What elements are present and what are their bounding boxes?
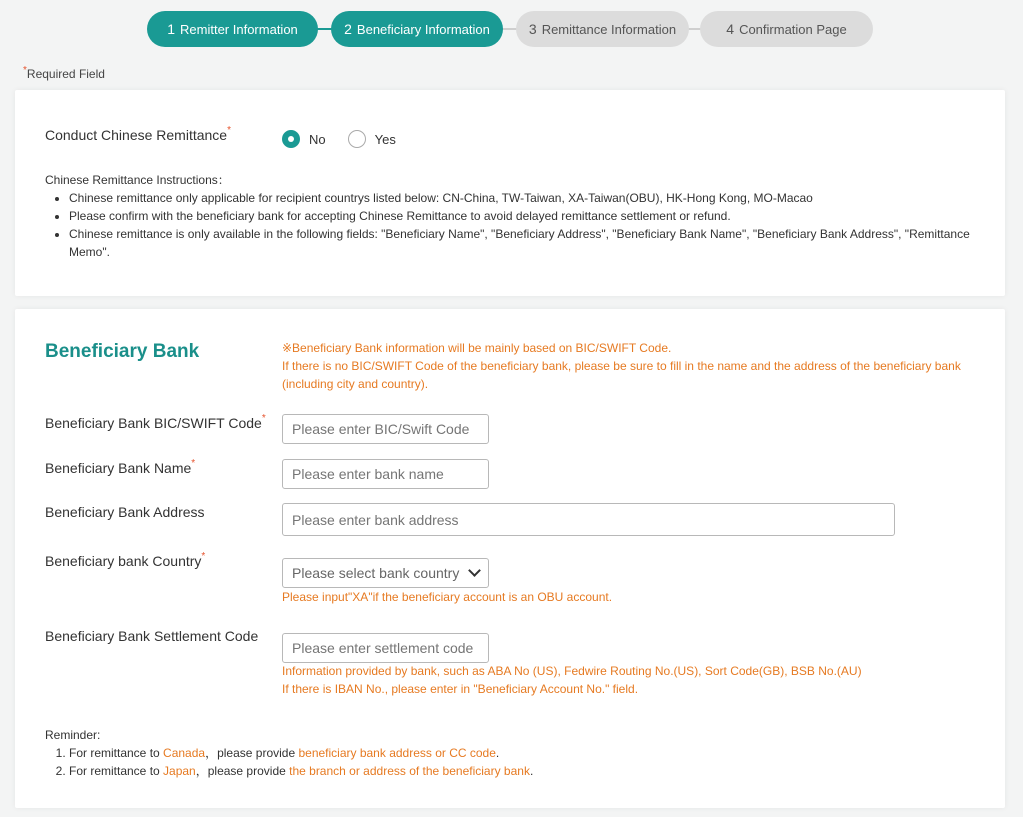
chinese-remittance-label-text: Conduct Chinese Remittance: [45, 127, 228, 143]
bank-country-select[interactable]: [282, 558, 489, 588]
chinese-remittance-label: [45, 127, 231, 143]
chinese-remittance-instructions: [45, 171, 985, 261]
radio-yes[interactable]: [348, 130, 366, 148]
settlement-code-input[interactable]: [282, 633, 489, 663]
beneficiary-bank-card: [15, 309, 1005, 808]
chinese-remittance-card: [15, 90, 1005, 296]
bank-country-hint: Please input"XA"if the beneficiary account is an OBU account.: [282, 590, 613, 604]
step-confirmation-page[interactable]: [700, 11, 873, 47]
step-beneficiary-information[interactable]: [331, 11, 503, 47]
step-label: Confirmation Page: [739, 21, 847, 37]
step-remitter-information[interactable]: [147, 11, 318, 47]
swift-code-label-text: Beneficiary Bank BIC/SWIFT Code: [45, 415, 262, 431]
step-number: 2: [344, 21, 352, 37]
reminder-item: [69, 744, 533, 762]
required-field-text: Required Field: [26, 67, 105, 81]
reminder-country: Canada: [163, 746, 206, 760]
reminder-country: Japan: [163, 764, 196, 778]
bank-name-label-text: Beneficiary Bank Name: [45, 460, 192, 476]
required-star: *: [227, 125, 232, 136]
radio-no-label[interactable]: No: [309, 131, 326, 147]
reminder-text: For remittance to: [69, 746, 164, 760]
instruction-item: • Please confirm with the beneficiary bank for accepting Chinese Remittance to avoid delayed remittance settlement or refund.: [69, 207, 985, 225]
radio-no[interactable]: [282, 130, 300, 148]
required-star: *: [23, 65, 27, 76]
required-field-note: [23, 67, 105, 81]
section-title: Beneficiary Bank: [45, 341, 200, 362]
step-label: Remitter Information: [180, 21, 298, 37]
bank-country-label-text: Beneficiary bank Country: [45, 553, 202, 569]
reminder-text: For remittance to: [69, 764, 164, 778]
bank-note-line2: If there is no BIC/SWIFT Code of the beneficiary bank, please be sure to fill in the name and the address of the beneficiary bank (including city and country).: [282, 359, 961, 391]
reminder-text: ，please provide: [205, 746, 299, 760]
step-label: Remittance Information: [541, 21, 677, 37]
chevron-down-icon: [468, 564, 481, 577]
instruction-item: • Chinese remittance only applicable for recipient countrys listed below: CN-China, TW-Taiwan, XA-Taiwan(OBU), HK-Hong Kong, MO-Macao: [69, 189, 985, 207]
settlement-code-label: Beneficiary Bank Settlement Code: [45, 628, 259, 644]
required-star: *: [191, 458, 196, 469]
reminder-text: .: [529, 764, 534, 778]
reminder-text: ，please provide: [195, 764, 290, 778]
step-number: 4: [726, 21, 735, 37]
bank-address-input[interactable]: [282, 503, 895, 536]
step-label: Beneficiary Information: [356, 21, 490, 37]
reminder: [45, 726, 533, 780]
step-number: 3: [528, 21, 537, 37]
required-star: *: [261, 413, 266, 424]
bank-country-selected: Please select bank country: [292, 565, 460, 581]
instructions-list: [45, 189, 985, 261]
bank-name-input[interactable]: [282, 459, 489, 489]
progress-stepper: [147, 11, 873, 47]
chinese-remittance-radio-group: [282, 130, 418, 148]
radio-dot: [288, 136, 294, 142]
instructions-title: Chinese Remittance Instructions：: [45, 173, 230, 187]
instruction-item: • Chinese remittance is only available in the following fields: "Beneficiary Name", "Beneficiary Address", "Beneficiary Bank Name", "Beneficiary Bank Address", "Remittance Memo".: [69, 225, 985, 261]
settlement-hint-2: If there is IBAN No., please enter in "Beneficiary Account No." field.: [282, 682, 639, 696]
step-remittance-information[interactable]: [516, 11, 689, 47]
swift-code-input[interactable]: [282, 414, 489, 444]
swift-code-label: [45, 415, 266, 431]
reminder-list: [45, 744, 533, 780]
step-number: 1: [167, 21, 176, 37]
bank-country-label: [45, 553, 205, 569]
reminder-title: Reminder:: [45, 728, 101, 742]
bank-info-note: [282, 339, 982, 393]
reminder-text: .: [495, 746, 500, 760]
required-star: *: [201, 551, 206, 562]
settlement-hint-1: Information provided by bank, such as ABA No (US), Fedwire Routing No.(US), Sort Code(GB), BSB No.(AU): [282, 664, 862, 678]
bank-note-line1: ※Beneficiary Bank information will be mainly based on BIC/SWIFT Code.: [282, 341, 672, 355]
radio-yes-label[interactable]: Yes: [374, 131, 396, 147]
reminder-detail: beneficiary bank address or CC code: [298, 746, 496, 760]
bank-name-label: [45, 460, 195, 476]
bank-address-label: Beneficiary Bank Address: [45, 504, 205, 520]
reminder-detail: the branch or address of the beneficiary bank: [289, 764, 530, 778]
reminder-item: [69, 762, 533, 780]
